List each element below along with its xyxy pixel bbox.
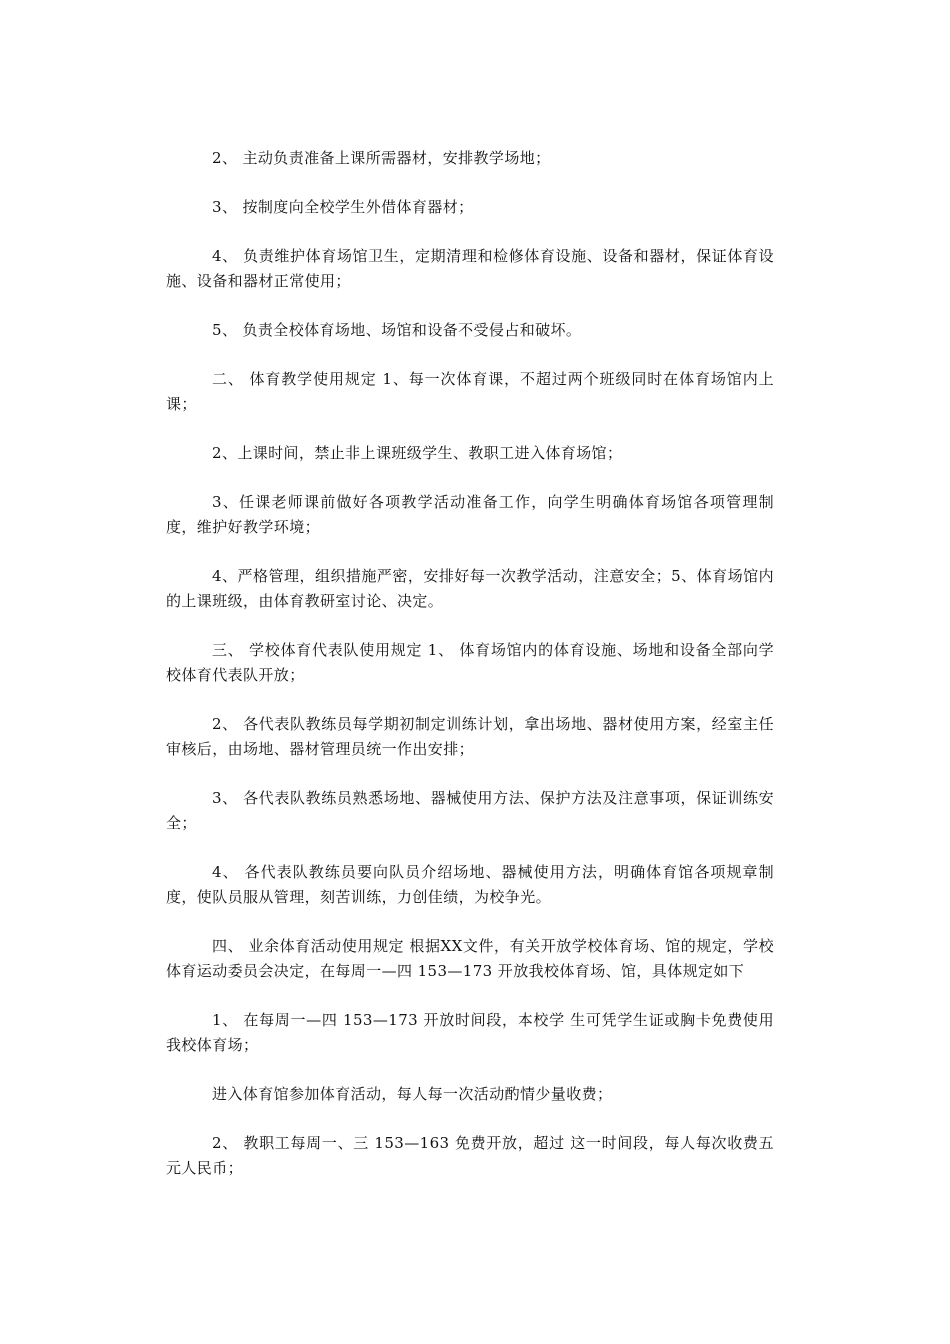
paragraph-leisure-rule-2: 2、 教职工每周一、三 153—163 免费开放，超过 这一时间段，每人每次收费五元人民币； [166,1134,774,1177]
paragraph-item-2-prepare-equipment: 2、 主动负责准备上课所需器材，安排教学场地； [212,149,551,167]
paragraph-teaching-rule-2: 2、上课时间，禁止非上课班级学生、教职工进入体育场馆； [212,444,623,462]
paragraph-item-3-lend-equipment: 3、 按制度向全校学生外借体育器材； [212,198,474,216]
paragraph-teaching-rule-3: 3、任课老师课前做好各项教学活动准备工作，向学生明确体育场馆各项管理制度，维护好教学环境； [166,493,774,536]
document-body [166,146,774,1205]
section-3-team-rules: 三、 学校体育代表队使用规定 1、 体育场馆内的体育设施、场地和设备全部向学校体育代表队开放； [166,641,774,684]
paragraph-leisure-rule-1: 1、 在每周一—四 153—173 开放时间段，本校学 生可凭学生证或胸卡免费使用我校体育场； [166,1011,774,1054]
paragraph-team-rule-4: 4、 各代表队教练员要向队员介绍场地、器械使用方法，明确体育馆各项规章制度，使队员服从管理，刻苦训练，力创佳绩，为校争光。 [166,863,774,906]
section-2-teaching-rules: 二、 体育教学使用规定 1、每一次体育课，不超过两个班级同时在体育场馆内上课； [166,370,774,413]
paragraph-item-5-protect-facilities: 5、 负责全校体育场地、场馆和设备不受侵占和破坏。 [212,321,582,339]
paragraph-item-4-maintain-venue: 4、 负责维护体育场馆卫生，定期清理和检修体育设施、设备和器材，保证体育设施、设备和器材正常使用； [166,247,774,290]
paragraph-team-rule-3: 3、 各代表队教练员熟悉场地、器械使用方法、保护方法及注意事项，保证训练安全； [166,789,774,832]
section-4-leisure-rules: 四、 业余体育活动使用规定 根据XX文件，有关开放学校体育场、馆的规定，学校体育运动委员会决定，在每周一—四 153—173 开放我校体育场、馆，具体规定如下 [166,937,774,980]
paragraph-team-rule-2: 2、 各代表队教练员每学期初制定训练计划，拿出场地、器材使用方案，经室主任审核后，由场地、器材管理员统一作出安排； [166,715,774,758]
paragraph-leisure-fee: 进入体育馆参加体育活动，每人每一次活动酌情少量收费； [212,1085,613,1103]
paragraph-teaching-rule-4-5: 4、严格管理，组织措施严密，安排好每一次教学活动，注意安全；5、体育场馆内的上课班级，由体育教研室讨论、决定。 [166,567,774,610]
